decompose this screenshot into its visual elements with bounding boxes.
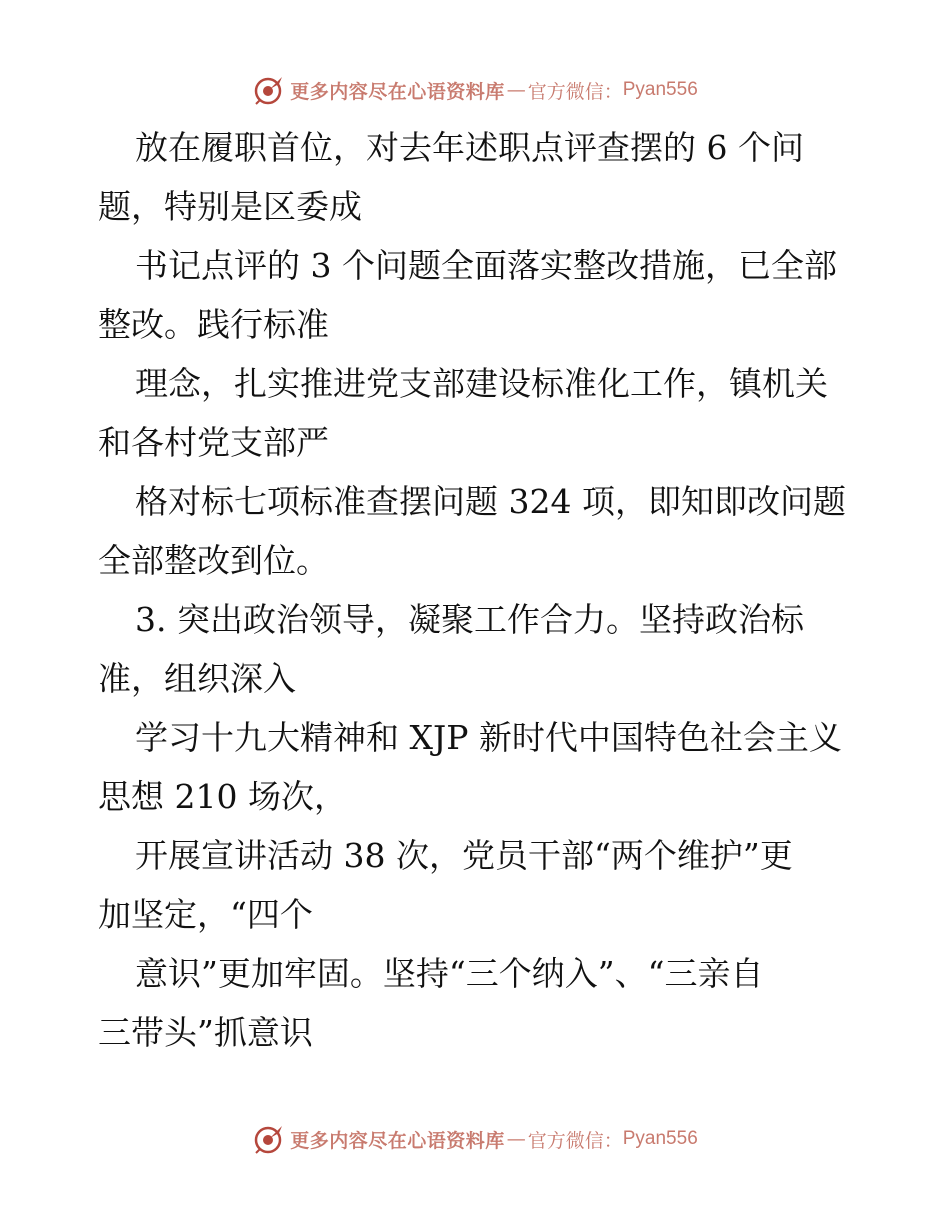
text-line: 整改。践行标准	[98, 305, 329, 344]
body-text	[98, 118, 858, 1062]
text-line: 格对标七项标准查摆问题 324 项，即知即改问题	[135, 482, 846, 521]
text-line: 和各村党支部严	[98, 423, 329, 462]
banner-wechat-label: 官方微信：	[527, 80, 623, 103]
footer-banner	[0, 1119, 950, 1159]
quill-logo-icon	[252, 1123, 284, 1155]
header-banner	[0, 70, 950, 110]
text-line: 准，组织深入	[98, 659, 296, 698]
banner-title: 更多内容尽在心语资料库	[290, 1129, 505, 1152]
banner-separator: —	[506, 1128, 526, 1150]
quill-logo-icon	[252, 74, 284, 106]
text-line: 开展宣讲活动 38 次，党员干部“两个维护”更	[135, 836, 793, 875]
text-line: 理念，扎实推进党支部建设标准化工作，镇机关	[135, 364, 828, 403]
text-line: 三带头”抓意识	[98, 1013, 313, 1052]
text-line: 学习十九大精神和 XJP 新时代中国特色社会主义	[135, 718, 842, 757]
text-line: 思想 210 场次，	[98, 777, 347, 816]
banner-separator: —	[506, 79, 526, 101]
banner-title: 更多内容尽在心语资料库	[290, 80, 505, 103]
banner-wechat-id: Pyan556	[622, 1128, 698, 1149]
text-line: 意识”更加牢固。坚持“三个纳入”、“三亲自	[135, 954, 764, 993]
text-line: 全部整改到位。	[98, 541, 329, 580]
banner-wechat-id: Pyan556	[622, 79, 698, 100]
text-line: 书记点评的 3 个问题全面落实整改措施，已全部	[135, 246, 837, 285]
text-line: 放在履职首位，对去年述职点评查摆的 6 个问	[135, 128, 804, 167]
text-line: 3. 突出政治领导，凝聚工作合力。坚持政治标	[135, 600, 804, 639]
text-line: 加坚定，“四个	[98, 895, 313, 934]
text-line: 题，特别是区委成	[98, 187, 362, 226]
banner-wechat-label: 官方微信：	[527, 1129, 623, 1152]
